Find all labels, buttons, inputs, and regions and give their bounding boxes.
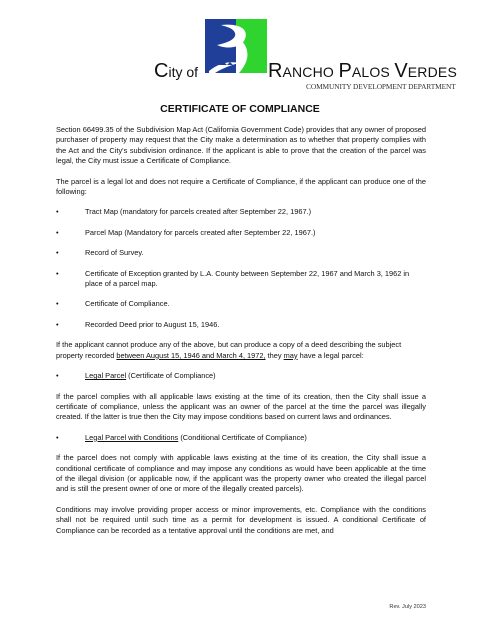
list-item: • Recorded Deed prior to August 15, 1946. — [56, 320, 426, 330]
legal-lot-paragraph: The parcel is a legal lot and does not require a Certificate of Compliance, if the applicant can produce one of the following: — [56, 176, 426, 197]
revision-date: Rev. July 2023 — [389, 604, 426, 610]
conditional-heading: • Legal Parcel with Conditions (Conditional Certificate of Compliance) — [56, 433, 426, 443]
conditional-paragraph: If the parcel does not comply with applicable laws existing at the time of its creation, the City shall issue a conditional certificate of compliance and may impose any conditions as would have been applicable at the time of the illegal division (or applicable now, if the applicant was the property owner who created the illegal parcel and is still the present owner of one or more of the illegally created parcels). — [56, 453, 426, 494]
list-item: • Record of Survey. — [56, 248, 426, 258]
city-name: RANCHO PALOS VERDES — [268, 60, 457, 82]
document-body — [56, 125, 426, 536]
legal-parcel-heading: • Legal Parcel (Certificate of Compliance) — [56, 371, 426, 381]
list-item: • Tract Map (mandatory for parcels created after September 22, 1967.) — [56, 207, 426, 217]
conditions-paragraph: Conditions may involve providing proper access or minor improvements, etc. Compliance with the conditions shall not be required until such time as a permit for development is issued. A conditional Certificate of Compliance can be recorded as a tentative approval until the conditions are met, and — [56, 504, 426, 535]
list-item: • Certificate of Compliance. — [56, 299, 426, 309]
deed-paragraph: If the applicant cannot produce any of the above, but can produce a copy of a deed describing the subject property recorded between August 15, 1946 and March 4, 1972, they may have a legal parcel: — [56, 340, 402, 360]
document-title: CERTIFICATE OF COMPLIANCE — [160, 103, 320, 115]
list-item: • Parcel Map (Mandatory for parcels created after September 22, 1967.) — [56, 228, 426, 238]
intro-paragraph: Section 66499.35 of the Subdivision Map Act (California Government Code) provides that any owner of proposed purchaser of property may request that the City make a determination as to whether that property complies with the Act and the City's subdivision ordinance. If the applicant is able to prove that the creation of the parcel was legal, the City must issue a Certificate of Compliance. — [56, 125, 426, 166]
list-item: • Certificate of Exception granted by L.A. County between September 22, 1967 and March 3, 1962 in place of a parcel map. — [56, 269, 426, 290]
city-logo-icon — [205, 19, 267, 73]
department-name: COMMUNITY DEVELOPMENT DEPARTMENT — [306, 82, 456, 91]
legal-parcel-paragraph: If the parcel complies with all applicable laws existing at the time of its creation, then the City shall issue a certificate of compliance, unless the applicant was an owner of the parcel at the time the parcel was illegally created. If the latter is true then the City may impose conditions based on current laws and ordinances. — [56, 391, 426, 422]
city-prefix: City of — [154, 60, 199, 82]
